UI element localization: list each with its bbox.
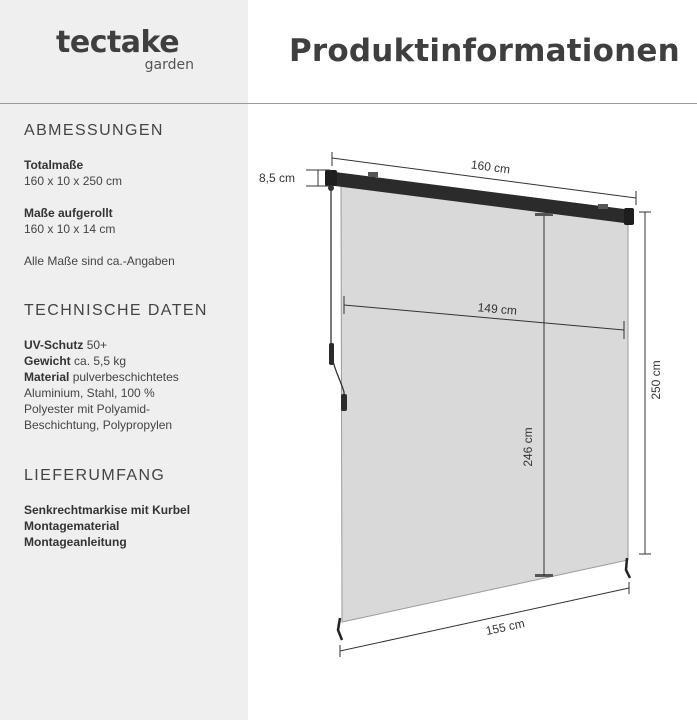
aufgerollt-label: Maße aufgerollt [24, 206, 113, 220]
material-label: Material [24, 370, 70, 384]
lieferumfang-item: Montagematerial [24, 519, 120, 533]
material-line1: pulverbeschichtetes [72, 370, 179, 384]
lieferumfang-item: Senkrechtmarkise mit Kurbel [24, 503, 191, 517]
label-box-height: 8,5 cm [259, 171, 296, 185]
brand-name: tectake [56, 25, 180, 60]
housing-bracket [368, 172, 378, 177]
housing-endcap-right [624, 208, 634, 225]
uv-label: UV-Schutz [24, 338, 84, 352]
label-total-height: 250 cm [649, 360, 663, 400]
bottom-hook-right [626, 558, 630, 578]
label-width-top: 160 cm [470, 157, 511, 177]
awning-fabric [341, 185, 628, 622]
housing-endcap-left [325, 170, 337, 186]
section-title-technische-daten: TECHNISCHE DATEN [24, 302, 208, 319]
crank-handle [329, 343, 334, 365]
material-line3: Polyester mit Polyamid- [24, 402, 151, 416]
material-line2: Aluminium, Stahl, 100 % [24, 386, 155, 400]
page-title: Produktinformationen [289, 33, 680, 69]
gewicht-value: ca. 5,5 kg [74, 354, 127, 368]
section-title-lieferumfang: LIEFERUMFANG [24, 467, 166, 484]
uv-value: 50+ [86, 338, 108, 352]
lieferumfang-item: Montageanleitung [24, 535, 127, 549]
totalmasse-value: 160 x 10 x 250 cm [24, 174, 123, 188]
label-width-bottom: 155 cm [484, 616, 526, 639]
gewicht-label: Gewicht [24, 354, 71, 368]
material-line4: Beschichtung, Polypropylen [24, 418, 173, 432]
housing-bracket [598, 204, 608, 209]
brand-subline: garden [144, 57, 194, 73]
dimensions-note: Alle Maße sind ca.-Angaben [24, 254, 175, 268]
totalmasse-label: Totalmaße [24, 158, 84, 172]
label-fabric-width: 149 cm [477, 300, 518, 318]
section-title-abmessungen: ABMESSUNGEN [24, 122, 164, 139]
fabric-center-top [535, 213, 553, 216]
label-fabric-height: 246 cm [521, 427, 535, 467]
bottom-hook-left [338, 618, 342, 640]
crank-grip [341, 394, 347, 411]
aufgerollt-value: 160 x 10 x 14 cm [24, 222, 116, 236]
